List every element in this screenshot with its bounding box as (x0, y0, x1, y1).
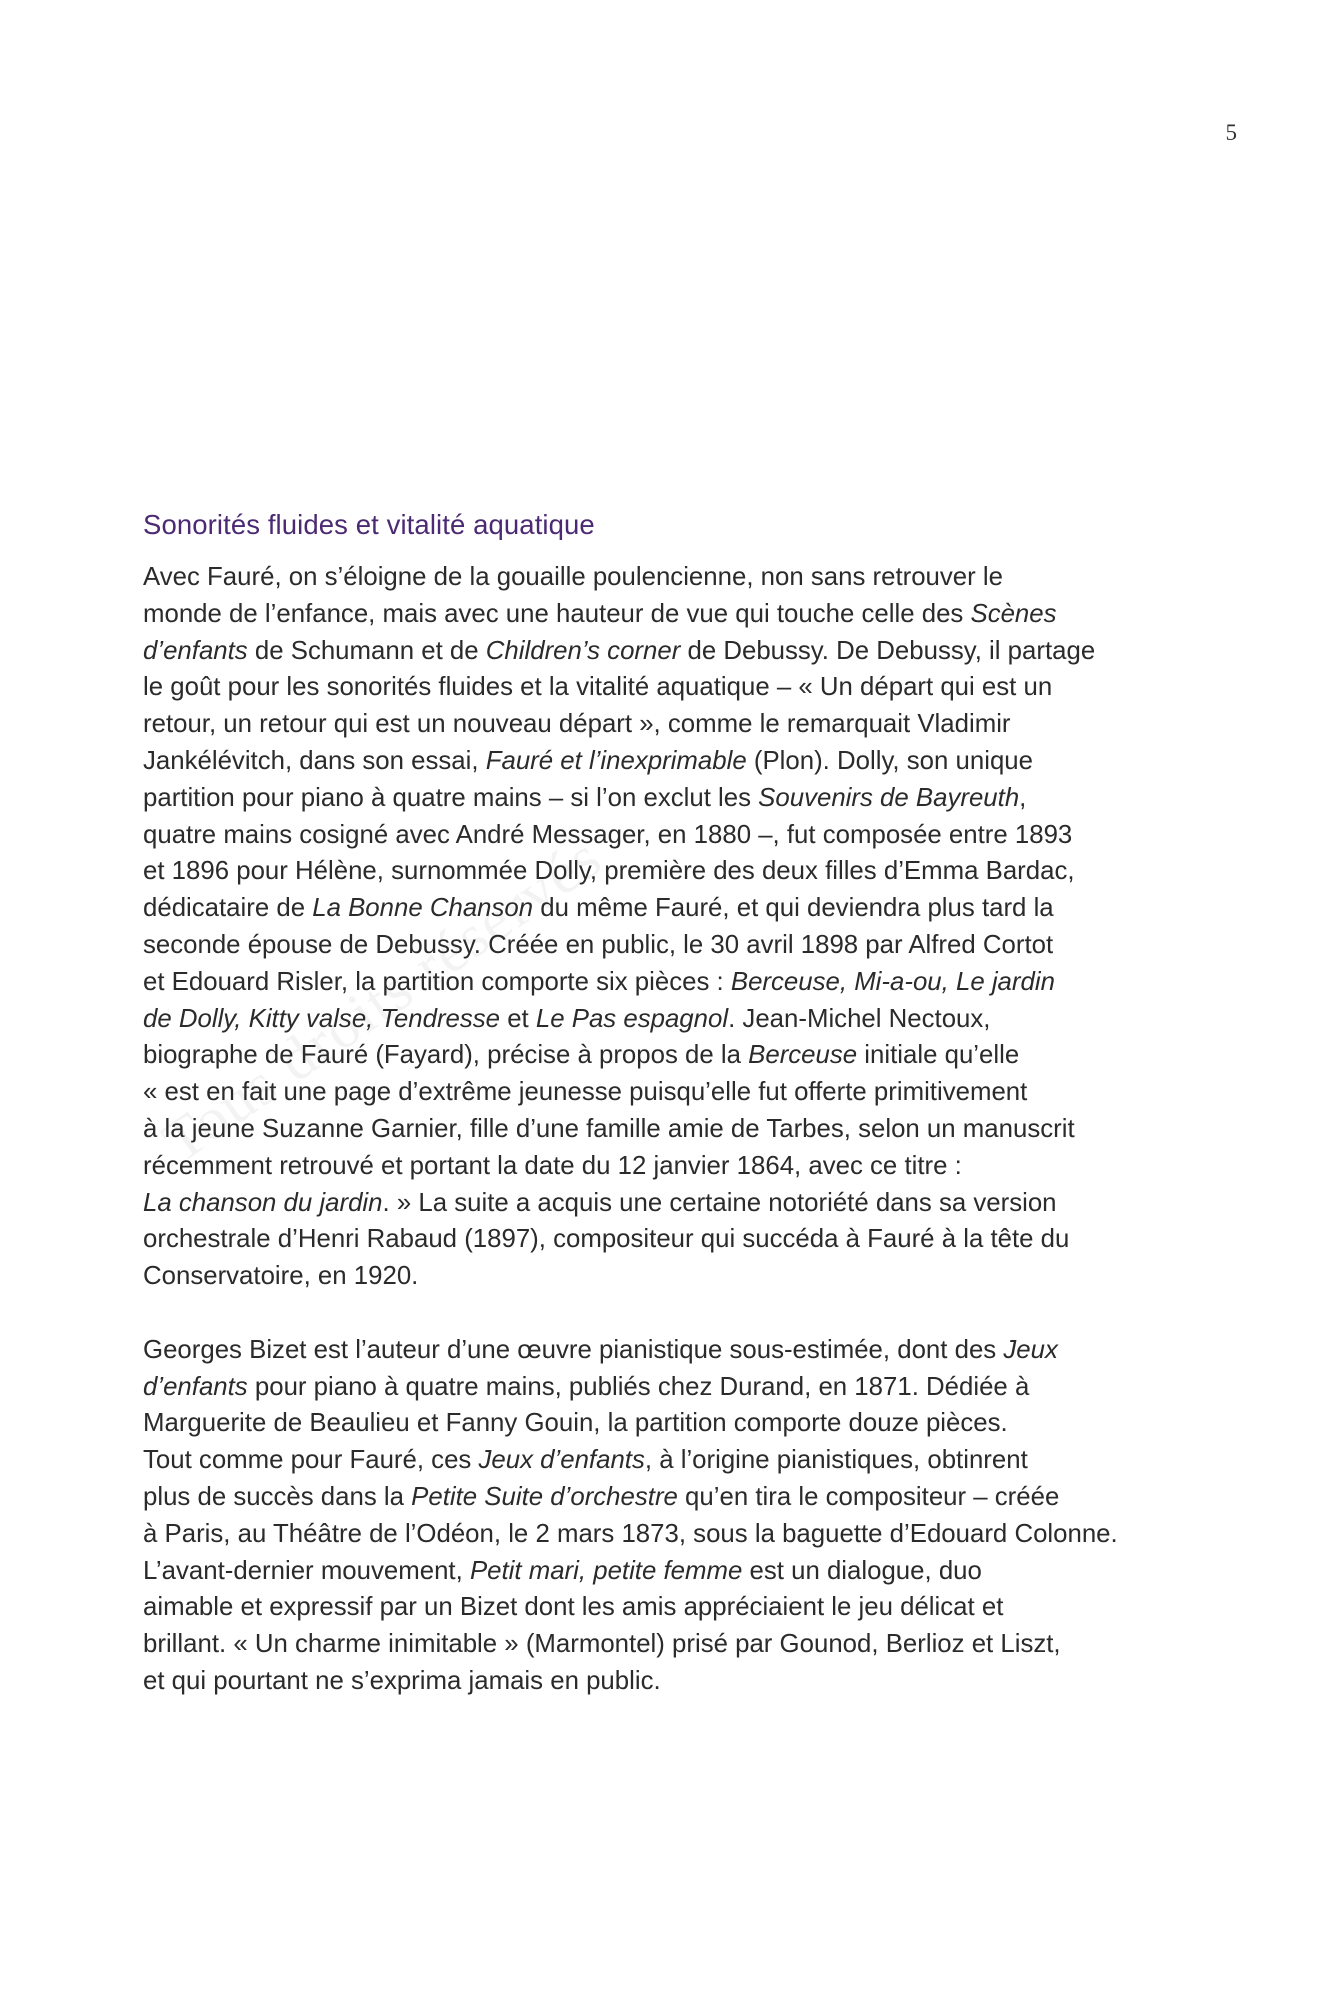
text-run: et Edouard Risler, la partition comporte six pièces : (143, 967, 731, 996)
text-run: et (500, 1004, 536, 1033)
italic-title: d’enfants (143, 636, 248, 665)
text-run: Tout comme pour Fauré, ces (143, 1446, 479, 1475)
italic-title: Souvenirs de Bayreuth (758, 783, 1020, 812)
text-line (143, 1221, 1203, 1258)
text-run: biographe de Fauré (Fayard), précise à propos de la (143, 1041, 749, 1070)
text-run: orchestrale d’Henri Rabaud (1897), compositeur qui succéda à Fauré à la tête du (143, 1225, 1070, 1254)
text-line (143, 633, 1203, 670)
text-run: le goût pour les sonorités fluides et la vitalité aquatique – « Un départ qui est un (143, 673, 1053, 702)
italic-title: Children’s corner (485, 636, 681, 665)
text-run: quatre mains cosigné avec André Messager, en 1880 –, fut composée entre 1893 (143, 820, 1073, 849)
text-run: Marguerite de Beaulieu et Fanny Gouin, la partition comporte douze pièces. (143, 1409, 1008, 1438)
text-line (143, 1626, 1203, 1663)
italic-title: de Dolly, Kitty valse, Tendresse (143, 1004, 501, 1033)
section-heading: Sonorités fluides et vitalité aquatique (143, 509, 595, 540)
text-line (143, 927, 1203, 964)
italic-title: Berceuse, Mi-a-ou, Le jardin (730, 967, 1055, 996)
italic-title: La Bonne Chanson (312, 894, 534, 923)
text-run: « est en fait une page d’extrême jeunesse puisqu’elle fut offerte primitivement (143, 1078, 1028, 1107)
page-number: 5 (1225, 120, 1237, 145)
body-paragraph (143, 1332, 1203, 1700)
text-line (143, 1369, 1203, 1406)
text-run: est un dialogue, duo (742, 1556, 982, 1585)
text-run: et 1896 pour Hélène, surnommée Dolly, première des deux filles d’Emma Bardac, (143, 857, 1075, 886)
text-line (143, 1185, 1203, 1222)
text-line (143, 706, 1203, 743)
text-line (143, 1332, 1203, 1369)
text-run: qu’en tira le compositeur – créée (677, 1482, 1060, 1511)
italic-title: Berceuse (748, 1041, 858, 1070)
text-run: brillant. « Un charme inimitable » (Marmontel) prisé par Gounod, Berlioz et Liszt, (143, 1630, 1061, 1659)
text-run: dédicataire de (143, 894, 313, 923)
italic-title: La chanson du jardin (143, 1188, 383, 1217)
text-line (143, 1479, 1203, 1516)
text-run: (Plon). Dolly, son unique (746, 746, 1033, 775)
text-line (143, 964, 1203, 1001)
body-paragraph (143, 559, 1203, 1295)
text-line (143, 890, 1203, 927)
text-run: L’avant-dernier mouvement, (143, 1556, 470, 1585)
italic-title: Fauré et l’inexprimable (485, 746, 747, 775)
text-run: plus de succès dans la (143, 1482, 412, 1511)
text-run: du même Fauré, et qui deviendra plus tard la (533, 894, 1054, 923)
text-line (143, 743, 1203, 780)
text-line (143, 596, 1203, 633)
text-run: , (1019, 783, 1027, 812)
text-run: de Debussy. De Debussy, il partage (680, 636, 1096, 665)
text-run: partition pour piano à quatre mains – si l’on exclut les (143, 783, 759, 812)
italic-title: Petite Suite d’orchestre (411, 1482, 678, 1511)
text-line (143, 1553, 1203, 1590)
text-line (143, 669, 1203, 706)
italic-title: Le Pas espagnol (535, 1004, 729, 1033)
text-run: Georges Bizet est l’auteur d’une œuvre pianistique sous-estimée, dont des (143, 1335, 1004, 1364)
text-run: initiale qu’elle (857, 1041, 1020, 1070)
text-run: . » La suite a acquis une certaine notoriété dans sa version (382, 1188, 1057, 1217)
text-run: à Paris, au Théâtre de l’Odéon, le 2 mars 1873, sous la baguette d’Edouard Colonne. (143, 1519, 1118, 1548)
text-line (143, 1516, 1203, 1553)
italic-title: Petit mari, petite femme (469, 1556, 743, 1585)
italic-title: Jeux d’enfants (478, 1446, 645, 1475)
text-run: seconde épouse de Debussy. Créée en public, le 30 avril 1898 par Alfred Cortot (143, 930, 1054, 959)
text-run: . Jean-Michel Nectoux, (728, 1004, 991, 1033)
text-run: , à l’origine pianistiques, obtinrent (644, 1446, 1028, 1475)
italic-title: d’enfants (143, 1372, 248, 1401)
text-line (143, 817, 1203, 854)
text-run: et qui pourtant ne s’exprima jamais en public. (143, 1666, 661, 1695)
text-run: Conservatoire, en 1920. (143, 1262, 419, 1291)
text-run: Avec Fauré, on s’éloigne de la gouaille poulencienne, non sans retrouver le (143, 563, 1003, 591)
text-line (143, 1001, 1203, 1038)
text-run: récemment retrouvé et portant la date du 12 janvier 1864, avec ce titre : (143, 1151, 962, 1180)
text-line (143, 559, 1203, 596)
text-line (143, 780, 1203, 817)
text-line (143, 1148, 1203, 1185)
text-run: Jankélévitch, dans son essai, (143, 746, 486, 775)
italic-title: Scènes (970, 599, 1057, 628)
text-line (143, 1258, 1203, 1295)
text-line (143, 1111, 1203, 1148)
italic-title: Jeux (1003, 1335, 1058, 1364)
text-line (143, 1442, 1203, 1479)
text-run: retour, un retour qui est un nouveau départ », comme le remarquait Vladimir (143, 710, 1011, 739)
text-line (143, 1589, 1203, 1626)
text-run: monde de l’enfance, mais avec une hauteur de vue qui touche celle des (143, 599, 971, 628)
text-line (143, 1405, 1203, 1442)
article-body (143, 505, 1203, 1700)
text-run: de Schumann et de (247, 636, 486, 665)
text-run: à la jeune Suzanne Garnier, fille d’une famille amie de Tarbes, selon un manuscrit (143, 1114, 1075, 1143)
text-run: pour piano à quatre mains, publiés chez Durand, en 1871. Dédiée à (247, 1372, 1030, 1401)
text-line (143, 1074, 1203, 1111)
text-run: aimable et expressif par un Bizet dont les amis appréciaient le jeu délicat et (143, 1593, 1004, 1622)
text-line (143, 853, 1203, 890)
paragraphs (143, 559, 1203, 1700)
text-line (143, 1663, 1203, 1700)
text-line (143, 1037, 1203, 1074)
